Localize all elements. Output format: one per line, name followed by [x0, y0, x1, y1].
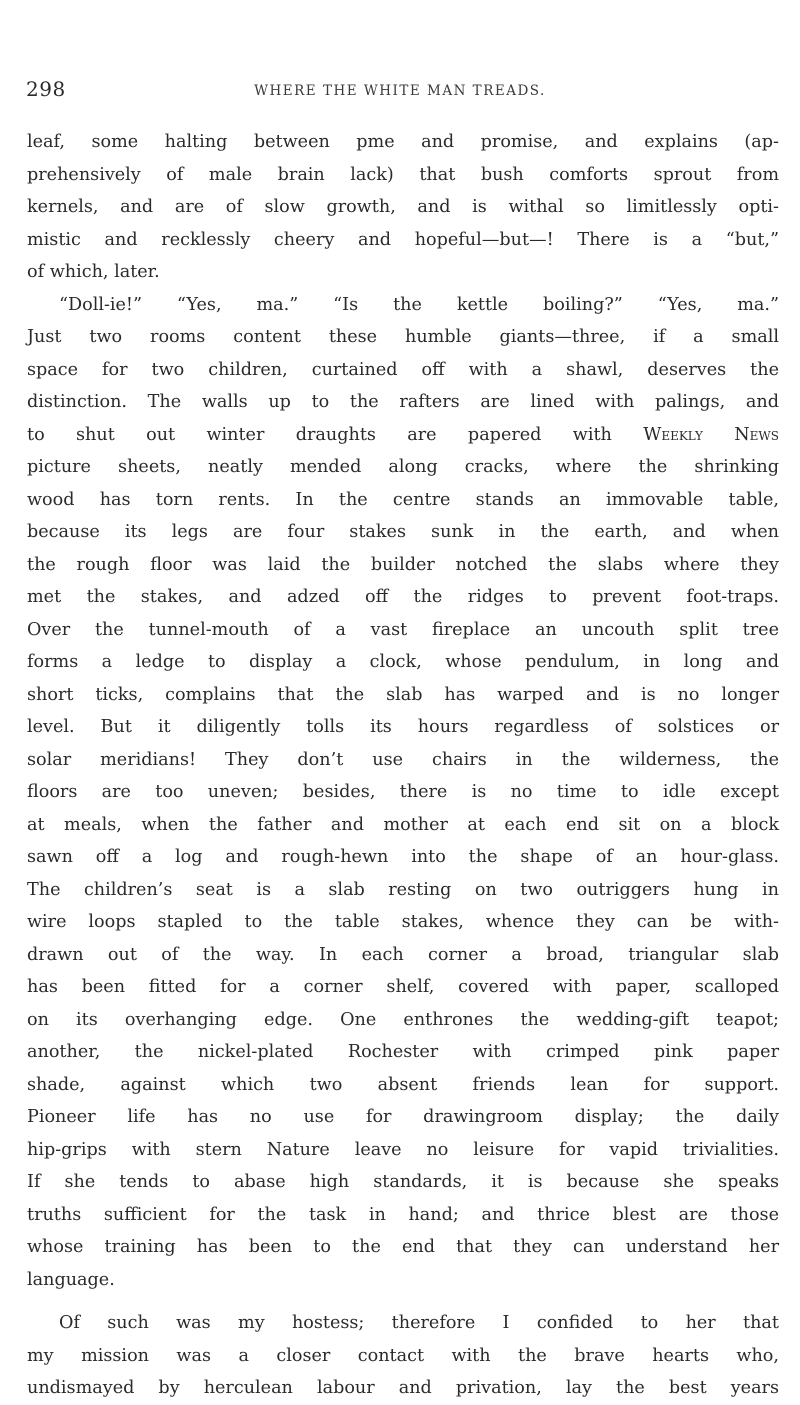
- text-line: hip-grips with stern Nature leave no leisure for vapid trivialities.: [27, 1139, 779, 1160]
- text-line: another, the nickel-plated Rochester with crimped pink paper: [27, 1042, 779, 1062]
- text-line: level. But it diligently tolls its hours regardless of solstices or: [27, 717, 779, 737]
- text-line: shade, against which two absent friends lean for support.: [27, 1074, 779, 1095]
- text-line: the rough floor was laid the builder notched the slabs where they: [27, 554, 779, 575]
- newspaper-title: Weekly News: [643, 424, 779, 445]
- text-line: prehensively of male brain lack) that bush comforts sprout from: [27, 164, 779, 185]
- text-line: wire loops stapled to the table stakes, whence they can be with-: [27, 912, 779, 932]
- text-line: has been fitted for a corner shelf, covered with paper, scalloped: [27, 977, 779, 997]
- text-line: leaf, some halting between pme and promise, and explains (ap-: [27, 132, 779, 152]
- text-line: because its legs are four stakes sunk in the earth, and when: [27, 522, 779, 542]
- text-line: picture sheets, neatly mended along cracks, where the shrinking: [27, 457, 779, 477]
- text-line: forms a ledge to display a clock, whose pendulum, in long and: [27, 652, 779, 672]
- text-line: at meals, when the father and mother at each end sit on a block: [27, 814, 779, 835]
- text-line: short ticks, complains that the slab has warped and is no longer: [27, 684, 779, 705]
- text-line: [27, 419, 779, 452]
- text-line: distinction. The walls up to the rafters are lined with palings, and: [27, 392, 779, 412]
- paragraph-gap: [27, 1296, 779, 1307]
- text-line: wood has torn rents. In the centre stands an immovable table,: [27, 489, 779, 510]
- text-line: on its overhanging edge. One enthrones the wedding-gift teapot;: [27, 1009, 779, 1030]
- text-line: of which, later.: [27, 262, 160, 282]
- paragraph: [27, 1307, 779, 1405]
- text-line: sawn off a log and rough-hewn into the shape of an hour-glass.: [27, 847, 779, 867]
- text-line: kernels, and are of slow growth, and is withal so limitlessly opti-: [27, 197, 779, 217]
- text-line: met the stakes, and adzed off the ridges to prevent foot-traps.: [27, 587, 779, 607]
- text-line: truths sufficient for the task in hand; and thrice blest are those: [27, 1204, 779, 1225]
- text-line: space for two children, curtained off with a shawl, deserves the: [27, 359, 779, 380]
- text-line: floors are too uneven; besides, there is no time to idle except: [27, 782, 779, 802]
- text-line: “Doll-ie!” “Yes, ma.” “Is the kettle boiling?” “Yes, ma.”: [59, 294, 779, 315]
- text-fragment: to shut out winter draughts are papered with: [27, 424, 644, 445]
- running-head: WHERE THE WHITE MAN TREADS.: [254, 83, 546, 99]
- page-number: 298: [26, 77, 66, 101]
- text-line: mistic and recklessly cheery and hopeful—but—! There is a “but,”: [27, 229, 779, 250]
- text-line: Just two rooms content these humble giants—three, if a small: [27, 327, 779, 347]
- paragraph: [27, 289, 779, 1297]
- text-line: undismayed by herculean labour and privation, lay the best years: [27, 1378, 779, 1398]
- text-line: my mission was a closer contact with the brave hearts who,: [27, 1345, 779, 1366]
- text-line: If she tends to abase high standards, it is because she speaks: [27, 1172, 779, 1192]
- text-line: The children’s seat is a slab resting on two outriggers hung in: [27, 879, 779, 900]
- text-line: whose training has been to the end that they can understand her: [27, 1237, 779, 1257]
- text-line: Pioneer life has no use for drawingroom display; the daily: [27, 1107, 779, 1127]
- text-line: drawn out of the way. In each corner a broad, triangular slab: [27, 944, 779, 965]
- text-line: Over the tunnel-mouth of a vast fireplace an uncouth split tree: [27, 619, 779, 640]
- paragraph: [27, 126, 779, 289]
- text-line: solar meridians! They don’t use chairs in the wilderness, the: [27, 749, 779, 770]
- text-line: Of such was my hostess; therefore I confided to her that: [59, 1313, 779, 1333]
- body-text: [27, 126, 779, 1405]
- text-line: language.: [27, 1269, 115, 1290]
